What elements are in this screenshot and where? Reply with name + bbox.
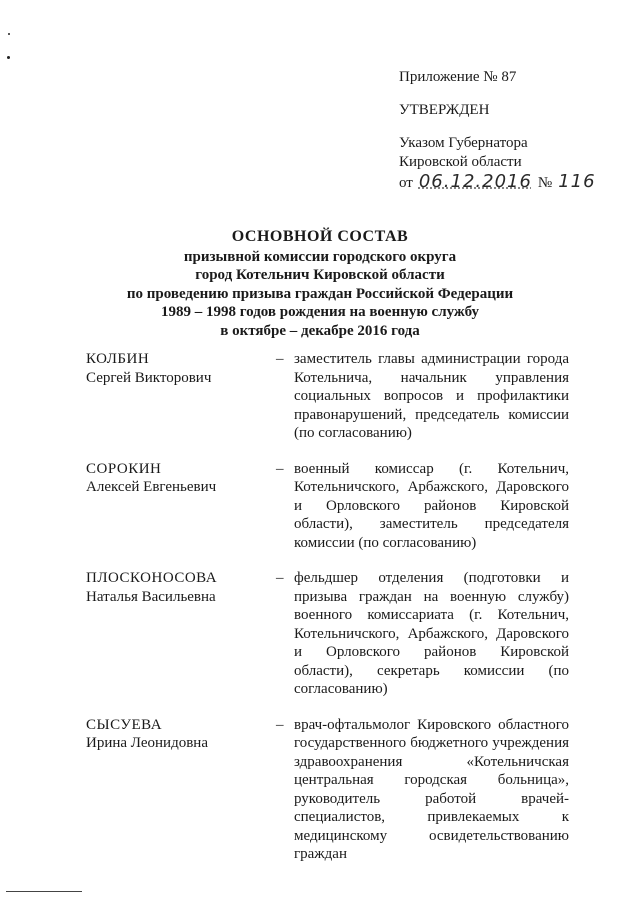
appendix-label: Приложение № 87 xyxy=(399,69,517,85)
member-entry xyxy=(86,350,569,443)
member-dash: – xyxy=(276,351,284,367)
scan-speck xyxy=(8,33,10,35)
title-line: город Котельнич Кировской области xyxy=(195,267,445,283)
title-main: ОСНОВНОЙ СОСТАВ xyxy=(231,228,409,245)
member-given-name: Ирина Леонидовна xyxy=(86,735,208,751)
scan-speck xyxy=(7,56,10,59)
title-line: в октябре – декабре 2016 года xyxy=(220,322,420,339)
title-line: по проведению призыва граждан Российской Федерации xyxy=(126,285,514,302)
member-given-name: Алексей Евгеньевич xyxy=(86,479,217,495)
number-label: № xyxy=(537,175,553,191)
member-dash: – xyxy=(276,460,284,477)
members-list xyxy=(86,350,569,881)
approved-label: УТВЕРЖДЕН xyxy=(399,102,490,118)
decree-date-number xyxy=(399,172,619,193)
member-description: военный комиссар (г. Котельнич, Котельничского, Арбажского, Даровского и Орловского районов Кировской области), заместитель председателя комиссии (по согласованию) xyxy=(294,460,569,551)
member-name xyxy=(86,460,276,553)
member-description: заместитель главы администрации города Котельнича, начальник управления социальных вопросов и профилактики правонарушений, председатель комиссии (по согласованию) xyxy=(294,351,569,441)
member-name xyxy=(86,350,276,443)
member-entry xyxy=(86,460,569,553)
member-name xyxy=(86,716,276,864)
decree-line-2: Кировской области xyxy=(399,154,522,170)
member-surname: КОЛБИН xyxy=(86,351,150,367)
member-given-name: Наталья Васильевна xyxy=(86,588,216,605)
approval-block xyxy=(399,68,619,193)
member-given-name: Сергей Викторович xyxy=(86,369,212,386)
handwritten-number: 116 xyxy=(558,171,596,192)
member-name xyxy=(86,569,276,699)
member-surname: ПЛОСКОНОСОВА xyxy=(86,570,218,586)
handwritten-date: 06.12.2016 xyxy=(418,171,532,192)
footer-rule xyxy=(6,891,82,892)
title-line: призывной комиссии городского округа xyxy=(183,248,457,265)
decree-line-1: Указом Губернатора xyxy=(399,135,528,151)
member-description: врач-офтальмолог Кировского областного государственного бюджетного учреждения здравоохранения «Котельничская центральная городская больница», руководитель работой врачей-специалистов, привлекаемых к медицинскому освидетельствованию граждан xyxy=(294,716,569,862)
member-description: фельдшер отделения (подготовки и призыва граждан на военную службу) военного комиссариата (г. Котельнич, Котельничского, Арбажского, Даровского и Орловского районов Кировской области), секретарь комиссии (по согласованию) xyxy=(294,570,569,697)
member-dash: – xyxy=(276,570,284,586)
member-entry xyxy=(86,716,569,864)
from-label: от xyxy=(399,175,413,191)
member-surname: СЫСУЕВА xyxy=(86,716,163,733)
member-entry xyxy=(86,569,569,699)
member-dash: – xyxy=(276,716,284,733)
document-title xyxy=(100,228,540,340)
member-surname: СОРОКИН xyxy=(86,460,162,477)
title-line: 1989 – 1998 годов рождения на военную службу xyxy=(160,304,480,320)
